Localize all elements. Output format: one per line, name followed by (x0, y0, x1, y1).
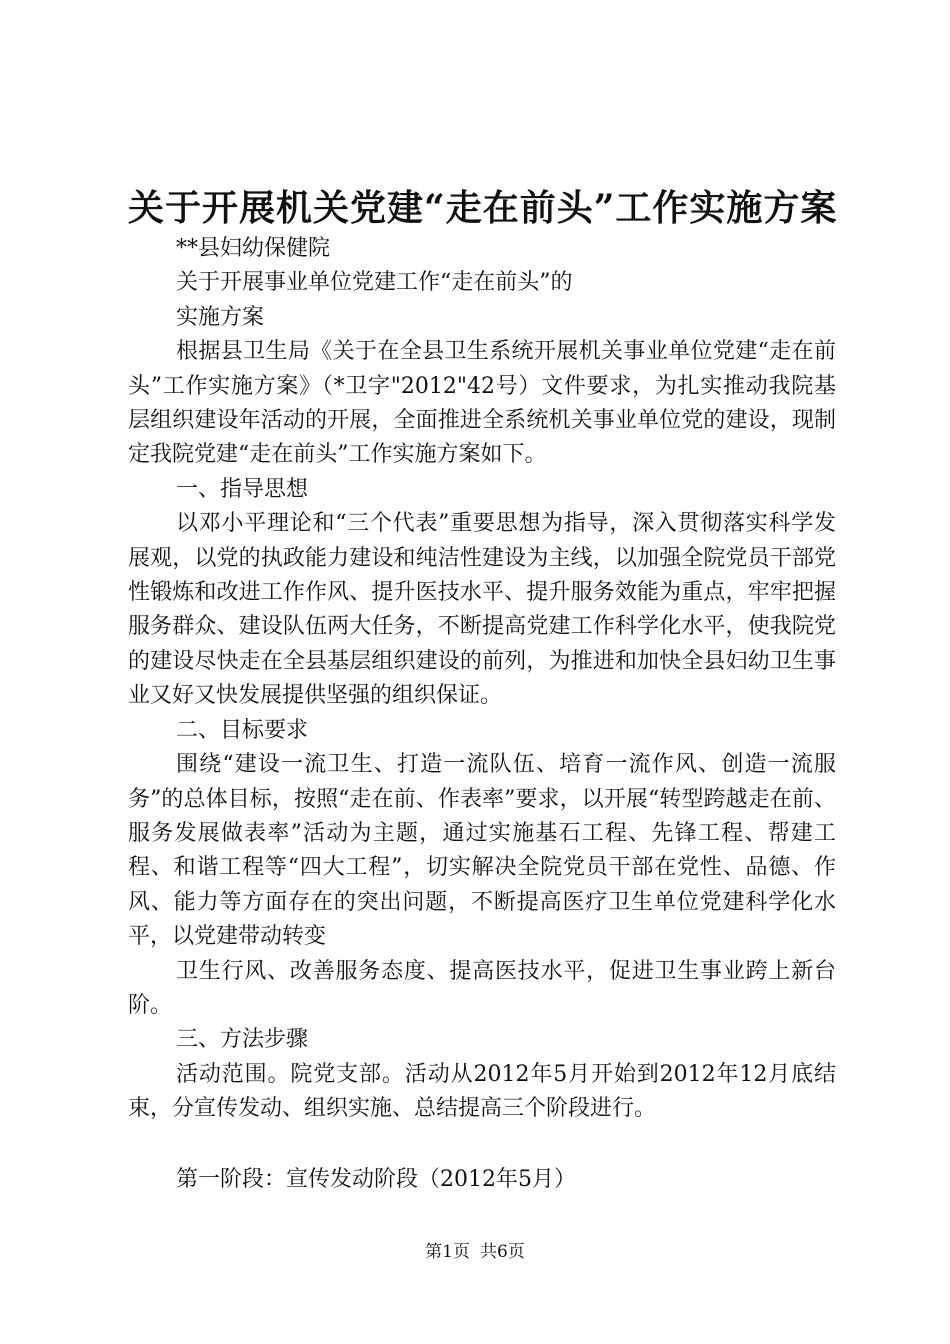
org-name: **县妇幼保健院 (176, 236, 331, 261)
page-total: 共6页 (480, 1242, 525, 1262)
document-title: 关于开展机关党建“走在前头”工作实施方案 (128, 187, 838, 229)
section-1-paragraph: 以邓小平理论和“三个代表”重要思想为指导，深入贯彻落实科学发展观，以党的执政能力建设和纯洁性建设为主线，以加强全院党员干部党性锻炼和改进工作作风、提升医技水平、提升服务效能为重点，牢牢把握服务群众、建设队伍两大任务，不断提高党建工作科学化水平，使我院党的建设尽快走在全县基层组织建设的前列，为推进和加快全县妇幼卫生事业又好又快发展提供坚强的组织保证。 (128, 511, 836, 709)
page-footer (0, 1240, 950, 1264)
subtitle-line-1: 关于开展事业单位党建工作“走在前头”的 (176, 270, 573, 296)
intro-paragraph: 根据县卫生局《关于在全县卫生系统开展机关事业单位党建“走在前头”工作实施方案》（*卫字"2012"42号）文件要求，为扎实推动我院基层组织建设年活动的开展，全面推进全系统机关事业单位党的建设，现制定我院党建“走在前头”工作实施方案如下。 (128, 339, 836, 468)
subtitle-line-2: 实施方案 (176, 304, 265, 330)
section-2-paragraph: 围绕“建设一流卫生、打造一流队伍、培育一流作风、创造一流服务”的总体目标，按照“走在前、作表率”要求，以开展“转型跨越走在前、服务发展做表率”活动为主题，通过实施基石工程、先锋工程、帮建工程、和谐工程等“四大工程”，切实解决全院党员干部在党性、品德、作风、能力等方面存在的突出问题，不断提高医疗卫生单位党建科学化水平，以党建带动转变 (128, 752, 836, 950)
section-heading-1: 一、指导思想 (176, 476, 309, 502)
phase-1-heading: 第一阶段：宣传发动阶段（2012年5月） (176, 1166, 576, 1192)
section-heading-2: 二、目标要求 (176, 717, 309, 743)
section-heading-3: 三、方法步骤 (176, 1027, 309, 1053)
paragraph-spacer (128, 1127, 836, 1163)
section-3-paragraph: 活动范围。院党支部。活动从2012年5月开始到2012年12月底结束，分宣传发动、组织实施、总结提高三个阶段进行。 (128, 1061, 836, 1122)
section-2-paragraph-cont: 卫生行风、改善服务态度、提高医技水平，促进卫生事业跨上新台阶。 (128, 958, 836, 1018)
document-body (128, 232, 836, 1197)
page-number: 第1页 (425, 1242, 470, 1262)
